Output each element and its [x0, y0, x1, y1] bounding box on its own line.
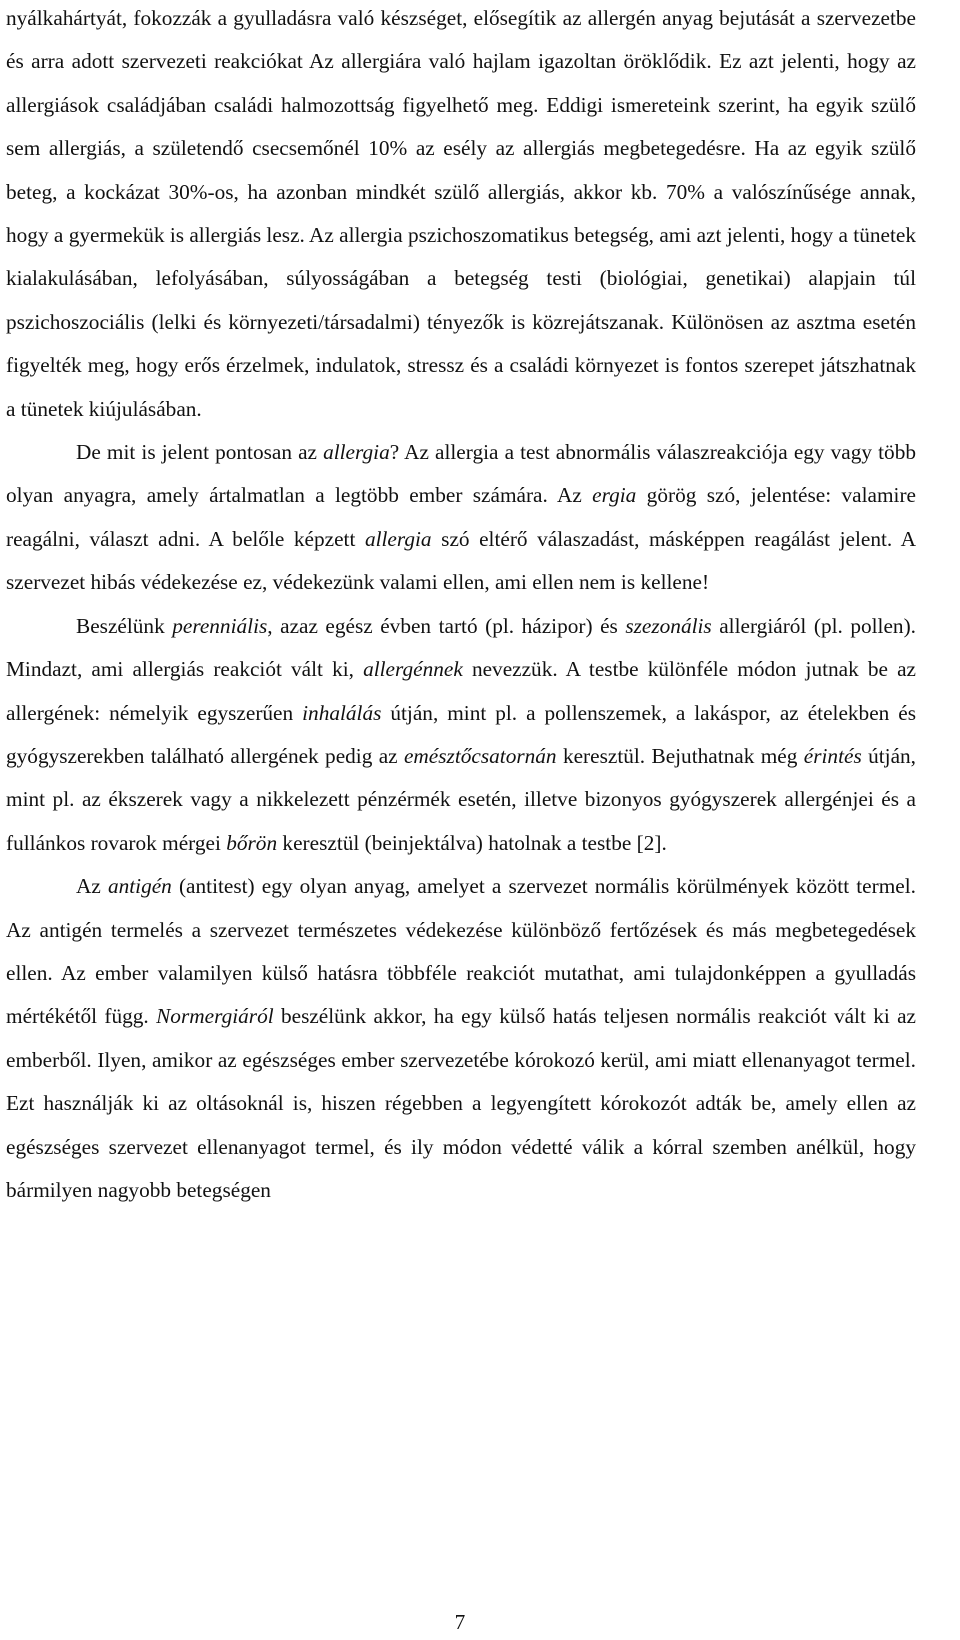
- text-run: görög szó, jelentése: valamire reagálni, választ adni. A belőle képzett: [6, 483, 916, 551]
- paragraph-1: [6, 0, 916, 431]
- text-run: Beszélünk: [76, 613, 173, 638]
- text-run: ? Az allergia a test abnormális válaszreakciója egy vagy több olyan anyagra, amely ártalmatlan a legtöbb ember számára. Az: [6, 440, 916, 508]
- italic-term: szezonális: [625, 613, 712, 638]
- paragraph-3: [6, 605, 916, 865]
- italic-term: inhalálás: [302, 700, 382, 725]
- italic-term: Normergiáról: [156, 1004, 274, 1029]
- italic-term: emésztőcsatornán: [403, 743, 557, 768]
- paragraph-2: [6, 431, 916, 605]
- italic-term: antigén: [107, 874, 172, 899]
- italic-term: allergia: [364, 526, 432, 551]
- text-run: beszélünk akkor, ha egy külső hatás teljesen normális reakciót vált ki az emberből. Ilyen, amikor az egészséges ember szervezetébe kórokozó kerül, ami miatt ellenanyagot termel. Ezt használják ki az oltásoknál is, hiszen régebben a legyengített kórokozót adták be, amely ellen az egészséges szervezet ellenanyagot termel, és ily módon védetté válik a kórral szemben anélkül, hogy bármilyen nagyobb betegségen: [6, 1004, 917, 1202]
- text-run: Az: [76, 874, 108, 899]
- italic-term: ergia: [592, 483, 637, 508]
- text-run: nyálkahártyát, fokozzák a gyulladásra való készséget, elősegítik az allergén anyag bejutását a szervezetbe és arra adott szervezeti reakciókat Az allergiára való hajlam igazoltan öröklődik. Ez azt jelenti, hogy az allergiások családjában családi halmozottság figyelhető meg. Eddigi ismereteink szerint, ha egyik szülő sem allergiás, a születendő csecsemőnél 10% az esély az allergiás megbetegedésre. Ha az egyik szülő beteg, a kockázat 30%-os, ha azonban mindkét szülő allergiás, akkor kb. 70% a valószínűsége annak, hogy a gyermekük is allergiás lesz. Az allergia pszichoszomatikus betegség, ami azt jelenti, hogy a tünetek kialakulásában, lefolyásában, súlyosságában a betegség testi (biológiai, genetikai) alapjain túl pszichoszociális (lelki és környezeti/társadalmi) tényezők is közrejátszanak. Különösen az asztma esetén figyelték meg, hogy erős érzelmek, indulatok, stressz és a családi környezet is fontos szerepet játszhatnak a tünetek kiújulásában.: [6, 6, 916, 421]
- italic-term: allergénnek: [363, 657, 463, 682]
- text-run: De mit is jelent pontosan az: [76, 440, 324, 465]
- text-run: keresztül. Bejuthatnak még: [556, 743, 804, 768]
- text-run: keresztül (beinjektálva) hatolnak a testbe [2].: [277, 830, 667, 855]
- body-text: [6, 0, 916, 1212]
- paragraph-4: [6, 865, 916, 1212]
- italic-term: perenniális: [172, 613, 268, 638]
- document-page: [6, 0, 916, 1212]
- text-run: allergiáról (pl. pollen). Mindazt, ami allergiás reakciót vált ki,: [6, 613, 916, 682]
- text-run: (antitest) egy olyan anyag, amelyet a szervezet normális körülmények között termel. Az antigén termelés a szervezet természetes védekezése különböző fertőzések és más megbetegedések ellen. Az ember valamilyen külső hatásra többféle reakciót mutathat, ami tulajdonképpen a gyulladás mértékétől függ.: [6, 874, 916, 1029]
- text-run: szó eltérő válaszadást, másképpen reagálást jelent. A szervezet hibás védekezése ez, védekezünk valami ellen, ami ellen nem is kellene!: [6, 526, 916, 595]
- page-number: 7: [454, 1610, 466, 1634]
- text-run: , azaz egész évben tartó (pl. házipor) és: [267, 613, 626, 638]
- text-run: útján, mint pl. a pollenszemek, a lakáspor, az ételekben és gyógyszerekben található allergének pedig az: [6, 700, 916, 768]
- italic-term: bőrön: [226, 830, 278, 855]
- text-run: nevezzük. A testbe különféle módon jutnak be az allergének: némelyik egyszerűen: [6, 657, 916, 725]
- text-run: útján, mint pl. az ékszerek vagy a nikkelezett pénzérmék esetén, illetve bizonyos gyógyszerek allergénjei és a fullánkos rovarok mérgei: [6, 743, 916, 855]
- italic-term: érintés: [803, 743, 862, 768]
- italic-term: allergia: [323, 440, 390, 465]
